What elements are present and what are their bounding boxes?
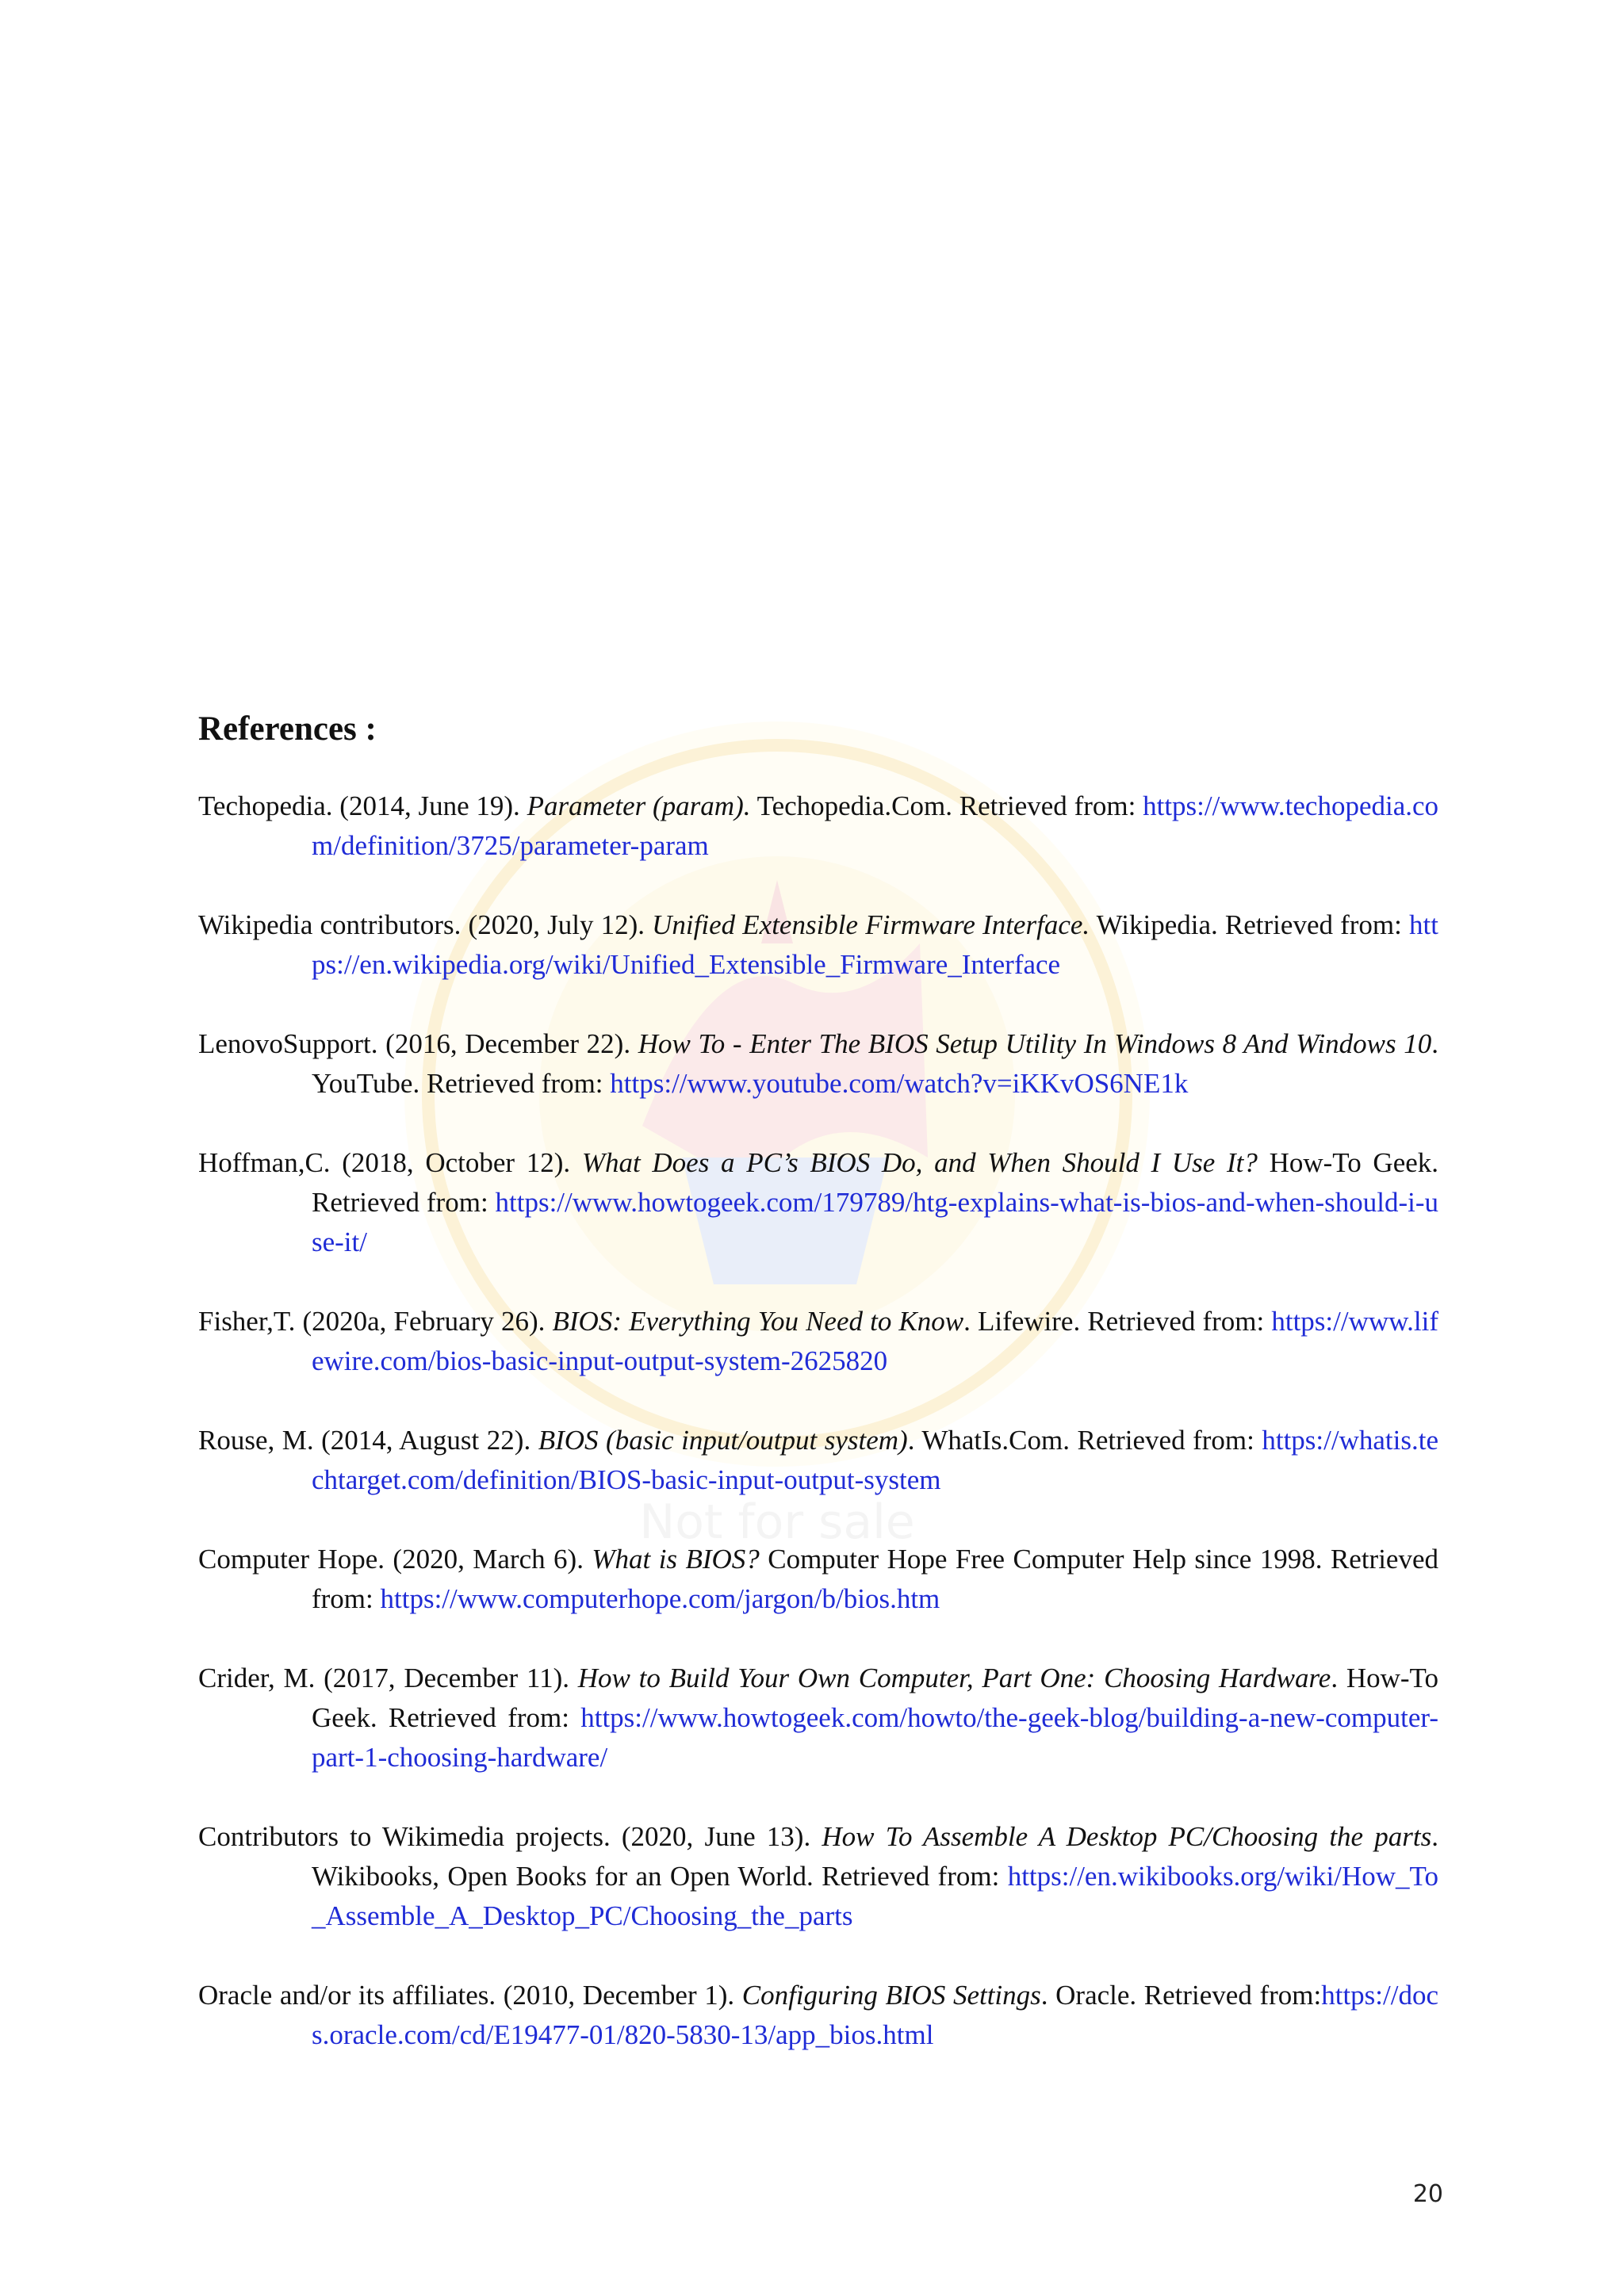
reference-lead: Hoffman,C. (2018, October 12). [198,1147,582,1178]
reference-item [198,1421,1438,1500]
reference-title: BIOS: Everything You Need to Know [552,1306,964,1337]
reference-title: What Does a PC’s BIOS Do, and When Should I Use It? [581,1147,1258,1178]
reference-link[interactable]: https://en.wikibooks.org/wiki/How_To_Assemble_A_Desktop_PC/Choosing_the_parts [312,1861,1438,1931]
reference-title: Parameter (param). [527,790,751,821]
reference-source: How-To Geek. Retrieved from: [312,1147,1439,1218]
reference-title: How To Assemble A Desktop PC/Choosing the parts [822,1821,1432,1852]
reference-title: How To - Enter The BIOS Setup Utility In Windows 8 And Windows 10 [638,1028,1432,1059]
reference-lead: Computer Hope. (2020, March 6). [198,1544,592,1575]
reference-item [198,1302,1438,1381]
reference-item [198,786,1438,866]
reference-lead: Rouse, M. (2014, August 22). [198,1425,538,1456]
reference-source: . How-To Geek. Retrieved from: [312,1663,1438,1733]
reference-item [198,1024,1438,1104]
reference-lead: Crider, M. (2017, December 11). [198,1663,578,1693]
reference-source: . WhatIs.Com. Retrieved from: [907,1425,1262,1456]
reference-lead: Techopedia. (2014, June 19). [198,790,527,821]
reference-lead: LenovoSupport. (2016, December 22). [198,1028,638,1059]
page-number: 20 [1412,2180,1443,2208]
reference-lead: Fisher,T. (2020a, February 26). [198,1306,553,1337]
references-section [198,706,1438,2095]
reference-title: What is BIOS? [592,1544,760,1575]
reference-link[interactable]: https://en.wikipedia.org/wiki/Unified_Extensible_Firmware_Interface [312,909,1438,980]
reference-link[interactable]: https://www.howtogeek.com/179789/htg-explains-what-is-bios-and-when-should-i-use-it/ [312,1187,1438,1257]
references-heading: References : [198,710,377,748]
reference-source: Computer Hope Free Computer Help since 1998. Retrieved from: [312,1544,1438,1614]
reference-link[interactable]: https://www.lifewire.com/bios-basic-input-output-system-2625820 [312,1306,1438,1376]
reference-title: Configuring BIOS Settings [741,1980,1041,2011]
reference-source: . Wikibooks, Open Books for an Open World. Retrieved from: [312,1821,1438,1892]
reference-item [198,1659,1438,1777]
reference-item [198,1817,1438,1936]
reference-item [198,1976,1438,2055]
reference-title: Unified Extensible Firmware Interface. [652,909,1090,940]
reference-item [198,1143,1438,1262]
reference-item [198,1540,1438,1619]
reference-lead: Contributors to Wikimedia projects. (2020, June 13). [198,1821,822,1852]
reference-source: . YouTube. Retrieved from: [312,1028,1438,1099]
reference-title: BIOS (basic input/output system) [538,1425,908,1456]
reference-link[interactable]: https://www.computerhope.com/jargon/b/bios.htm [380,1583,940,1614]
reference-link[interactable]: https://docs.oracle.com/cd/E19477-01/820-5830-13/app_bios.html [312,1980,1438,2050]
reference-source: Techopedia.Com. Retrieved from: [750,790,1143,821]
reference-source: Wikipedia. Retrieved from: [1090,909,1410,940]
reference-item [198,905,1438,985]
reference-lead: Oracle and/or its affiliates. (2010, December 1). [198,1980,742,2011]
reference-lead: Wikipedia contributors. (2020, July 12). [198,909,653,940]
reference-title: How to Build Your Own Computer, Part One: Choosing Hardware [577,1663,1331,1693]
svg-text:Not for sale: Not for sale [639,1494,915,1550]
reference-source: . Oracle. Retrieved from: [1040,1980,1322,2011]
reference-link[interactable]: https://whatis.techtarget.com/definition/BIOS-basic-input-output-system [312,1425,1438,1495]
reference-link[interactable]: https://www.techopedia.com/definition/3725/parameter-param [312,790,1439,861]
reference-link[interactable]: https://www.howtogeek.com/howto/the-geek-blog/building-a-new-computer-part-1-choosing-hardware/ [312,1702,1438,1773]
reference-source: . Lifewire. Retrieved from: [963,1306,1272,1337]
reference-link[interactable]: https://www.youtube.com/watch?v=iKKvOS6NE1k [610,1068,1189,1099]
